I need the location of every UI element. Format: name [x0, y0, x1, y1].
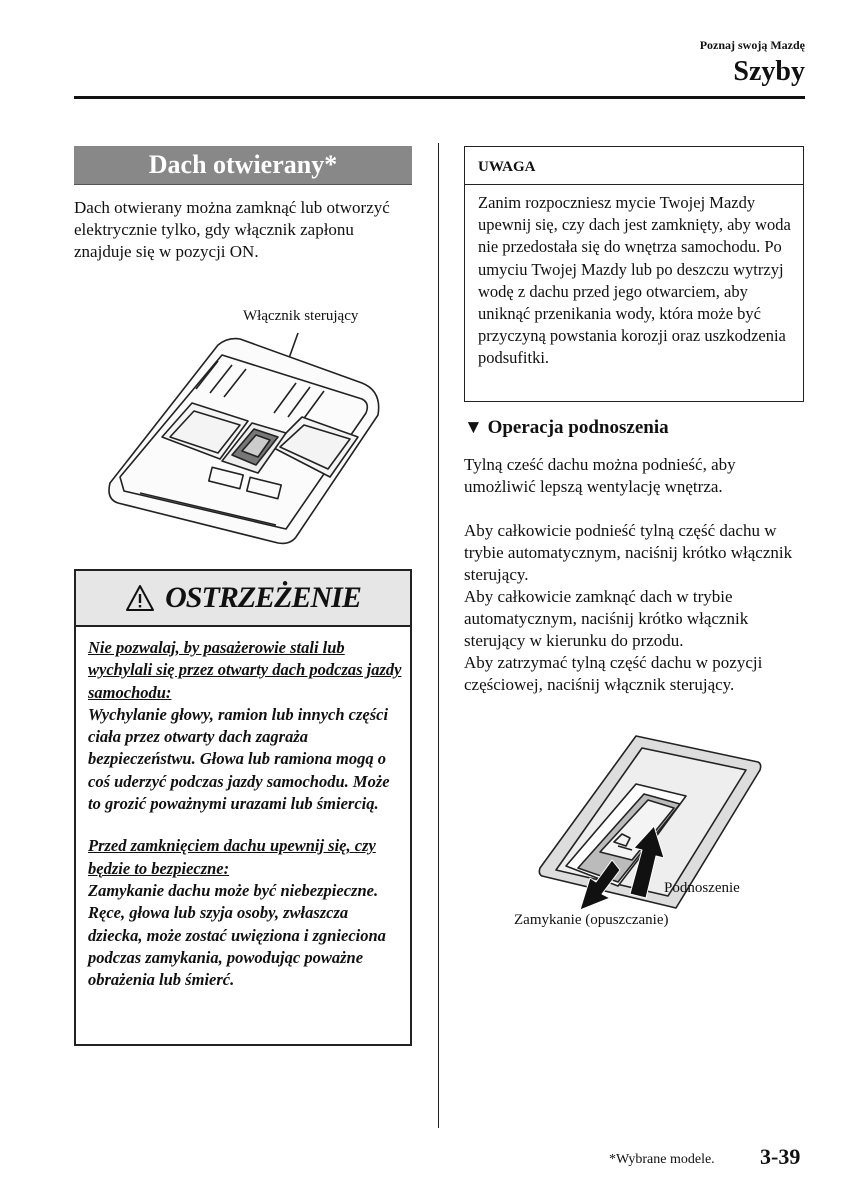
triangle-down-icon: ▼	[464, 417, 483, 438]
operation-title: Operacja podnoszenia	[487, 417, 669, 438]
note-body: Zanim rozpoczniesz mycie Twojej Mazdy upewnij się, czy dach jest zamknięty, aby woda nie przedostała się do wnętrza samochodu. Po umyciu Twojej Mazdy lub po deszczu wytrzyj wodę z dachu przed jego otwarciem, aby uniknąć przenikania wody, która może być przyczyną powstania korozji oraz uszkodzenia podsufitki.	[478, 193, 791, 368]
footnote: *Wybrane modele.	[609, 1152, 715, 1167]
warning-box	[74, 569, 412, 1046]
lift-label: Podnoszenie	[664, 880, 740, 896]
operation-paragraph-1: Tylną cześć dachu można podnieść, aby umożliwić lepszą wentylację wnętrza.	[464, 455, 736, 496]
warning-header	[76, 571, 410, 627]
header-rule	[74, 96, 805, 99]
warning-text-2: Zamykanie dachu może być niebezpieczne. Ręce, głowa lub szyja osoby, zwłaszcza dziecka, może zostać uwięziona i zgnieciona podczas zamykania, powodując poważne obrażenia lub śmierć.	[88, 880, 386, 990]
chapter-title: Szyby	[733, 56, 805, 87]
column-divider	[438, 143, 439, 1128]
warning-body	[88, 637, 406, 1011]
warning-heading-1: Nie pozwalaj, by pasażerowie stali lub wychylali się przez otwarty dach podczas jazdy samochodu:	[88, 638, 402, 702]
section-title: Dach otwierany*	[74, 146, 412, 185]
warning-title: OSTRZEŻENIE	[165, 581, 361, 614]
note-title: UWAGA	[465, 147, 803, 185]
page-number: 3-39	[760, 1144, 801, 1169]
close-label: Zamykanie (opuszczanie)	[514, 912, 669, 928]
note-box	[464, 146, 804, 402]
intro-paragraph: Dach otwierany można zamknąć lub otworzyć elektrycznie tylko, gdy włącznik zapłonu znajduje się w pozycji ON.	[74, 198, 390, 261]
warning-text-1: Wychylanie głowy, ramion lub innych części ciała przez otwarty dach zagraża bezpieczeństwu. Głowa lub ramiona mogą o coś uderzyć podczas jazdy samochodu. Może to grozić poważnymi urazami lub śmiercią.	[88, 704, 390, 814]
overhead-console-illustration	[100, 325, 390, 550]
operation-heading	[464, 417, 669, 439]
warning-heading-2: Przed zamknięciem dachu upewnij się, czy będzie to bezpieczne:	[88, 836, 376, 878]
section-header: Poznaj swoją Mazdę	[699, 38, 805, 52]
warning-triangle-icon	[125, 584, 155, 612]
operation-paragraph-2: Aby całkowicie podnieść tylną część dachu w trybie automatycznym, naciśnij krótko włącznik sterujący. Aby całkowicie zamknąć dach w trybie automatycznym, naciśnij krótko włącznik sterujący w kierunku do przodu. Aby zatrzymać tylną część dachu w pozycji częściowej, naciśnij włącznik sterujący.	[464, 521, 793, 694]
control-switch-label: Włącznik sterujący	[243, 308, 359, 324]
